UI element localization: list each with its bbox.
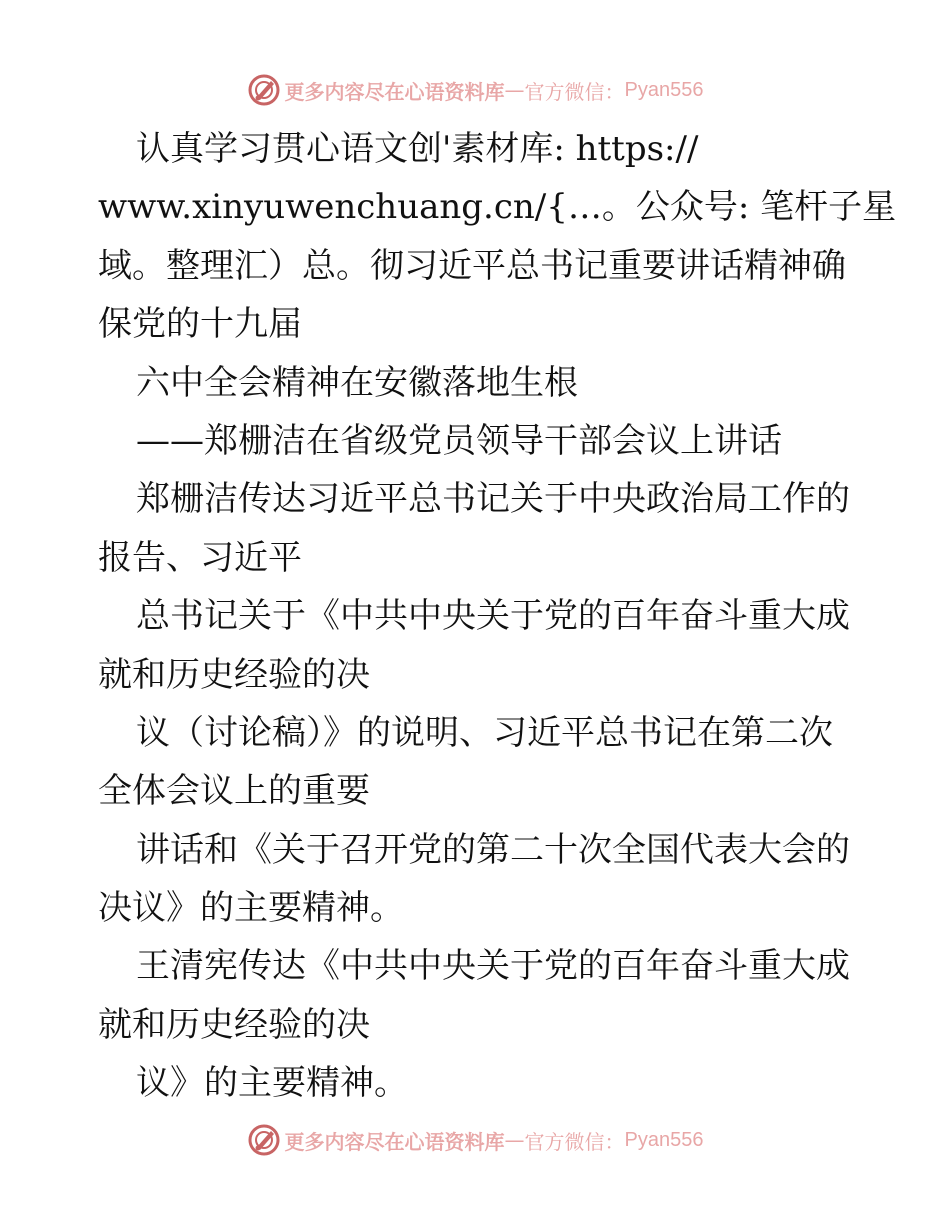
body-line: 报告、习近平 [98,537,302,578]
body-line: 域。整理汇）总。彻习近平总书记重要讲话精神确 [98,245,846,286]
header-watermark [0,70,950,110]
brand-logo-icon [247,73,281,107]
body-line: 议（讨论稿）》的说明、习近平总书记在第二次 [136,712,833,753]
header-wechat-label: 官方微信： [524,79,625,104]
header-wechat-handle: Pyan556 [624,78,704,101]
body-line: 就和历史经验的决 [98,1004,370,1045]
body-line: 认真学习贯心语文创'素材库: https:// [136,129,699,169]
footer-brand-text: 更多内容尽在心语资料库 [284,1129,505,1154]
footer-wechat-handle: Pyan556 [624,1128,704,1151]
header-brand-text: 更多内容尽在心语资料库 [284,79,505,104]
body-line: 全体会议上的重要 [98,771,370,812]
body-line: 六中全会精神在安徽落地生根 [136,362,578,403]
footer-watermark [0,1120,950,1160]
body-line: 决议》的主要精神。 [98,888,404,929]
body-line: 议》的主要精神。 [136,1063,408,1104]
footer-wechat-label: 官方微信： [524,1129,625,1154]
document-body [98,120,897,1113]
body-line: ——郑栅洁在省级党员领导干部会议上讲话 [136,420,782,461]
body-line: 总书记关于《中共中央关于党的百年奋斗重大成 [136,596,850,637]
body-line: 王清宪传达《中共中央关于党的百年奋斗重大成 [136,946,850,987]
header-dash: — [504,78,525,102]
body-line: 就和历史经验的决 [98,654,370,695]
body-line: www.xinyuwenchuang.cn/{…。公众号: 笔杆子星 [98,187,897,228]
body-line: 讲话和《关于召开党的第二十次全国代表大会的 [136,829,850,870]
body-line: 保党的十九届 [98,304,302,345]
brand-logo-icon [247,1123,281,1157]
footer-dash: — [504,1128,525,1152]
body-line: 郑栅洁传达习近平总书记关于中央政治局工作的 [136,479,850,520]
